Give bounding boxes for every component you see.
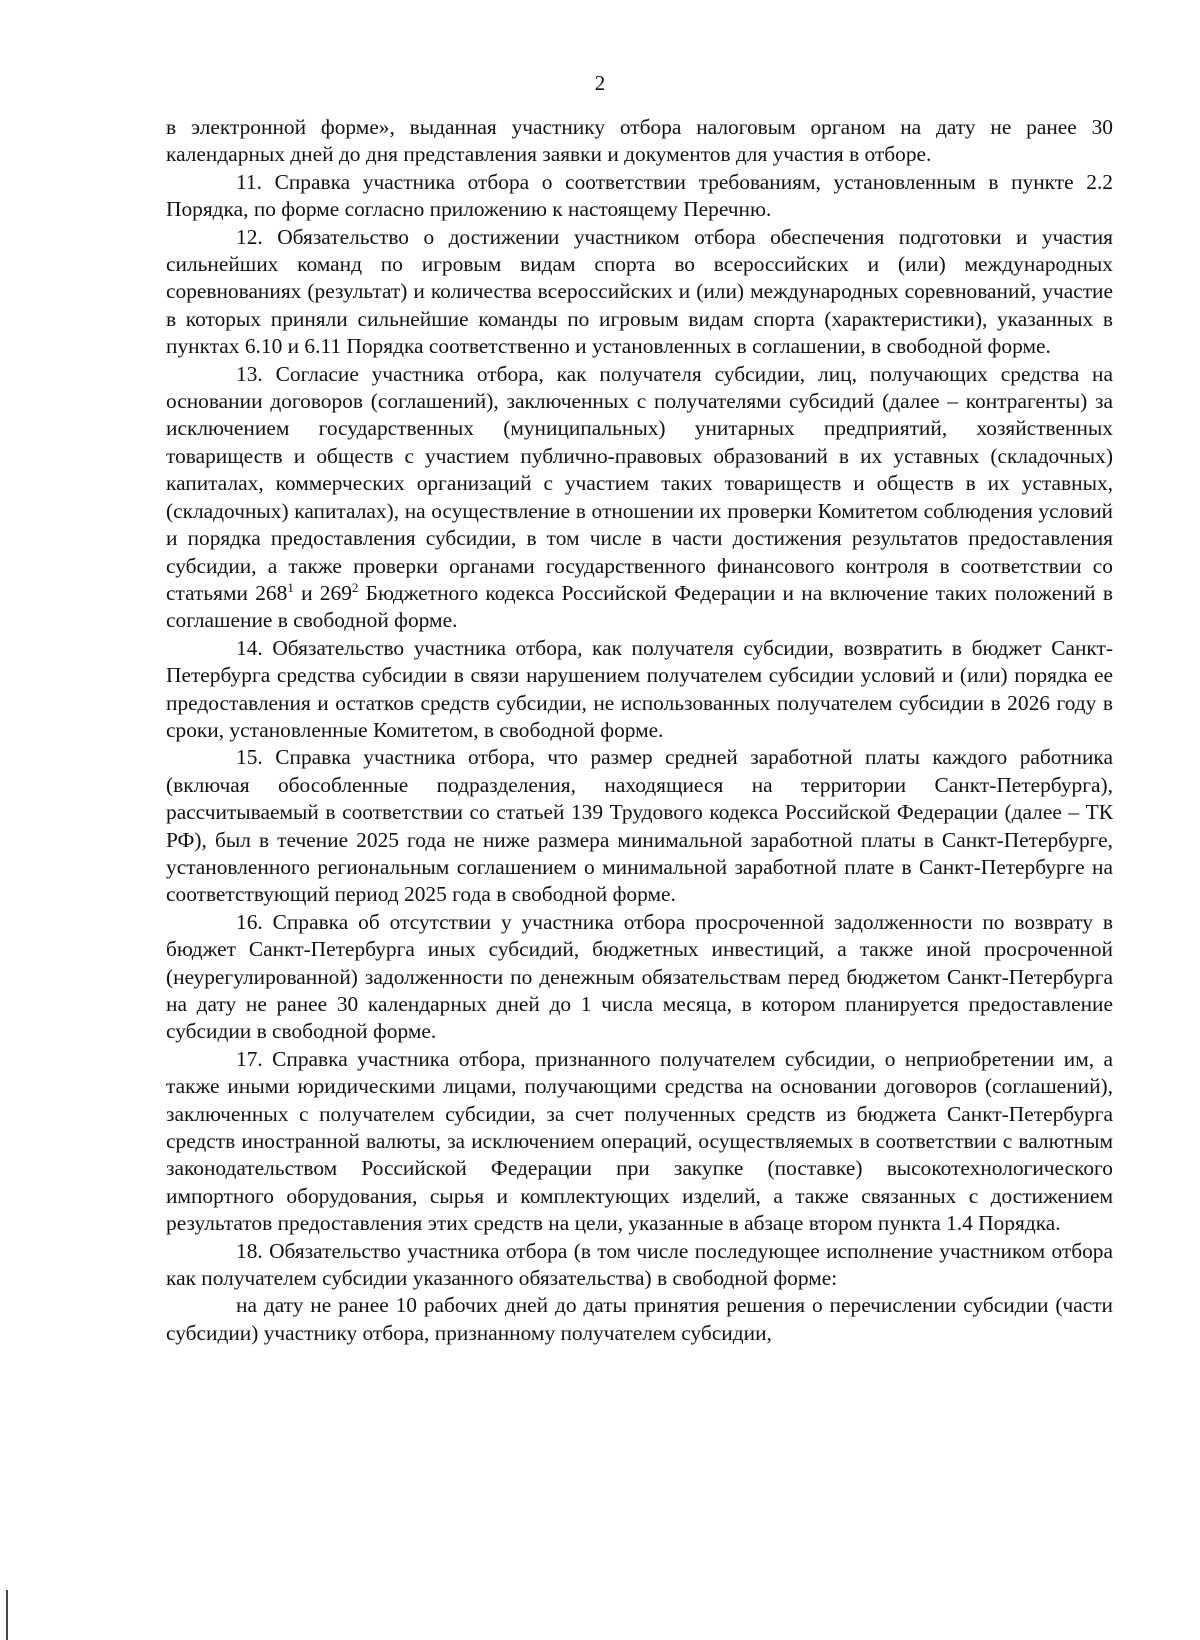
paragraph-item-18: 18. Обязательство участника отбора (в том числе последующее исполнение участником отбора как получателем субсидии указанного обязательства) в свободной форме: [166, 1238, 1113, 1291]
superscript-1: 1 [287, 579, 294, 595]
paragraph-item-13-text-mid: и 269 [293, 580, 352, 605]
page-number: 2 [594, 71, 606, 95]
paragraph-item-11: 11. Справка участника отбора о соответствии требованиям, установленным в пункте 2.2 Порядка, по форме согласно приложению к настоящему Перечню. [166, 169, 1113, 222]
superscript-2: 2 [351, 579, 359, 595]
paragraph-item-12: 12. Обязательство о достижении участником отбора обеспечения подготовки и участия сильнейших команд по игровым видам спорта во всероссийских и (или) международных соревнованиях (результат) и количества всероссийских и (или) международных соревнований, участие в которых приняли сильнейшие команды по игровым видам спорта (характеристики), указанных в пунктах 6.10 и 6.11 Порядка соответственно и установленных в соглашении, в свободной форме. [166, 224, 1113, 359]
scan-edge-mark [6, 1590, 8, 1640]
paragraph-item-13 [166, 361, 1113, 635]
paragraph-item-14: 14. Обязательство участника отбора, как получателя субсидии, возвратить в бюджет Санкт-Петербурга средства субсидии в связи нарушением получателем субсидии условий и (или) порядка ее предоставления и остатков средств субсидии, не использованных получателем субсидии в 2026 году в сроки, установленные Комитетом, в свободной форме. [166, 635, 1113, 742]
document-body [166, 114, 1113, 1347]
paragraph-item-17: 17. Справка участника отбора, признанного получателем субсидии, о неприобретении им, а также иными юридическими лицами, получающими средства на основании договоров (соглашений), заключенных с получателем субсидии, за счет полученных средств из бюджета Санкт-Петербурга средств иностранной валюты, за исключением операций, осуществляемых в соответствии с валютным законодательством Российской Федерации при закупке (поставке) высокотехнологического импортного оборудования, сырья и комплектующих изделий, а также связанных с достижением результатов предоставления этих средств на цели, указанные в абзаце втором пункта 1.4 Порядка. [166, 1046, 1113, 1236]
paragraph-item-13-text-before: 13. Согласие участника отбора, как получателя субсидии, лиц, получающих средства на основании договоров (соглашений), заключенных с получателями субсидий (далее – контрагенты) за исключением государственных (муниципальных) унитарных предприятий, хозяйственных товариществ и обществ с участием публично-правовых образований в их уставных (складочных) капиталах, коммерческих организаций с участием таких товариществ и обществ в их уставных, (складочных) капиталах), на осуществление в отношении их проверки Комитетом соблюдения условий и порядка предоставления субсидии, в том числе в части достижения результатов предоставления субсидии, а также проверки органами государственного финансового контроля в соответствии со статьями 268 [166, 361, 1113, 605]
paragraph-item-13-text-after: Бюджетного кодекса Российской Федерации и на включение таких положений в соглашение в свободной форме. [166, 580, 1113, 633]
paragraph-item-15: 15. Справка участника отбора, что размер средней заработной платы каждого работника (включая обособленные подразделения, находящиеся на территории Санкт-Петербурга), рассчитываемый в соответствии со статьей 139 Трудового кодекса Российской Федерации (далее – ТК РФ), был в течение 2025 года не ниже размера минимальной заработной платы в Санкт-Петербурге, установленного региональным соглашением о минимальной заработной плате в Санкт-Петербурге на соответствующий период 2025 года в свободной форме. [166, 745, 1113, 907]
paragraph-continuation: в электронной форме», выданная участнику отбора налоговым органом на дату не ранее 30 календарных дней до дня представления заявки и документов для участия в отборе. [166, 115, 1113, 167]
paragraph-item-18-subclause: на дату не ранее 10 рабочих дней до даты принятия решения о перечислении субсидии (части субсидии) участнику отбора, признанному получателем субсидии, [166, 1293, 1113, 1345]
paragraph-item-16: 16. Справка об отсутствии у участника отбора просроченной задолженности по возврату в бюджет Санкт-Петербурга иных субсидий, бюджетных инвестиций, а также иной просроченной (неурегулированной) задолженности по денежным обязательствам перед бюджетом Санкт-Петербурга на дату не ранее 30 календарных дней до 1 числа месяца, в котором планируется предоставление субсидии в свободной форме. [166, 909, 1113, 1044]
